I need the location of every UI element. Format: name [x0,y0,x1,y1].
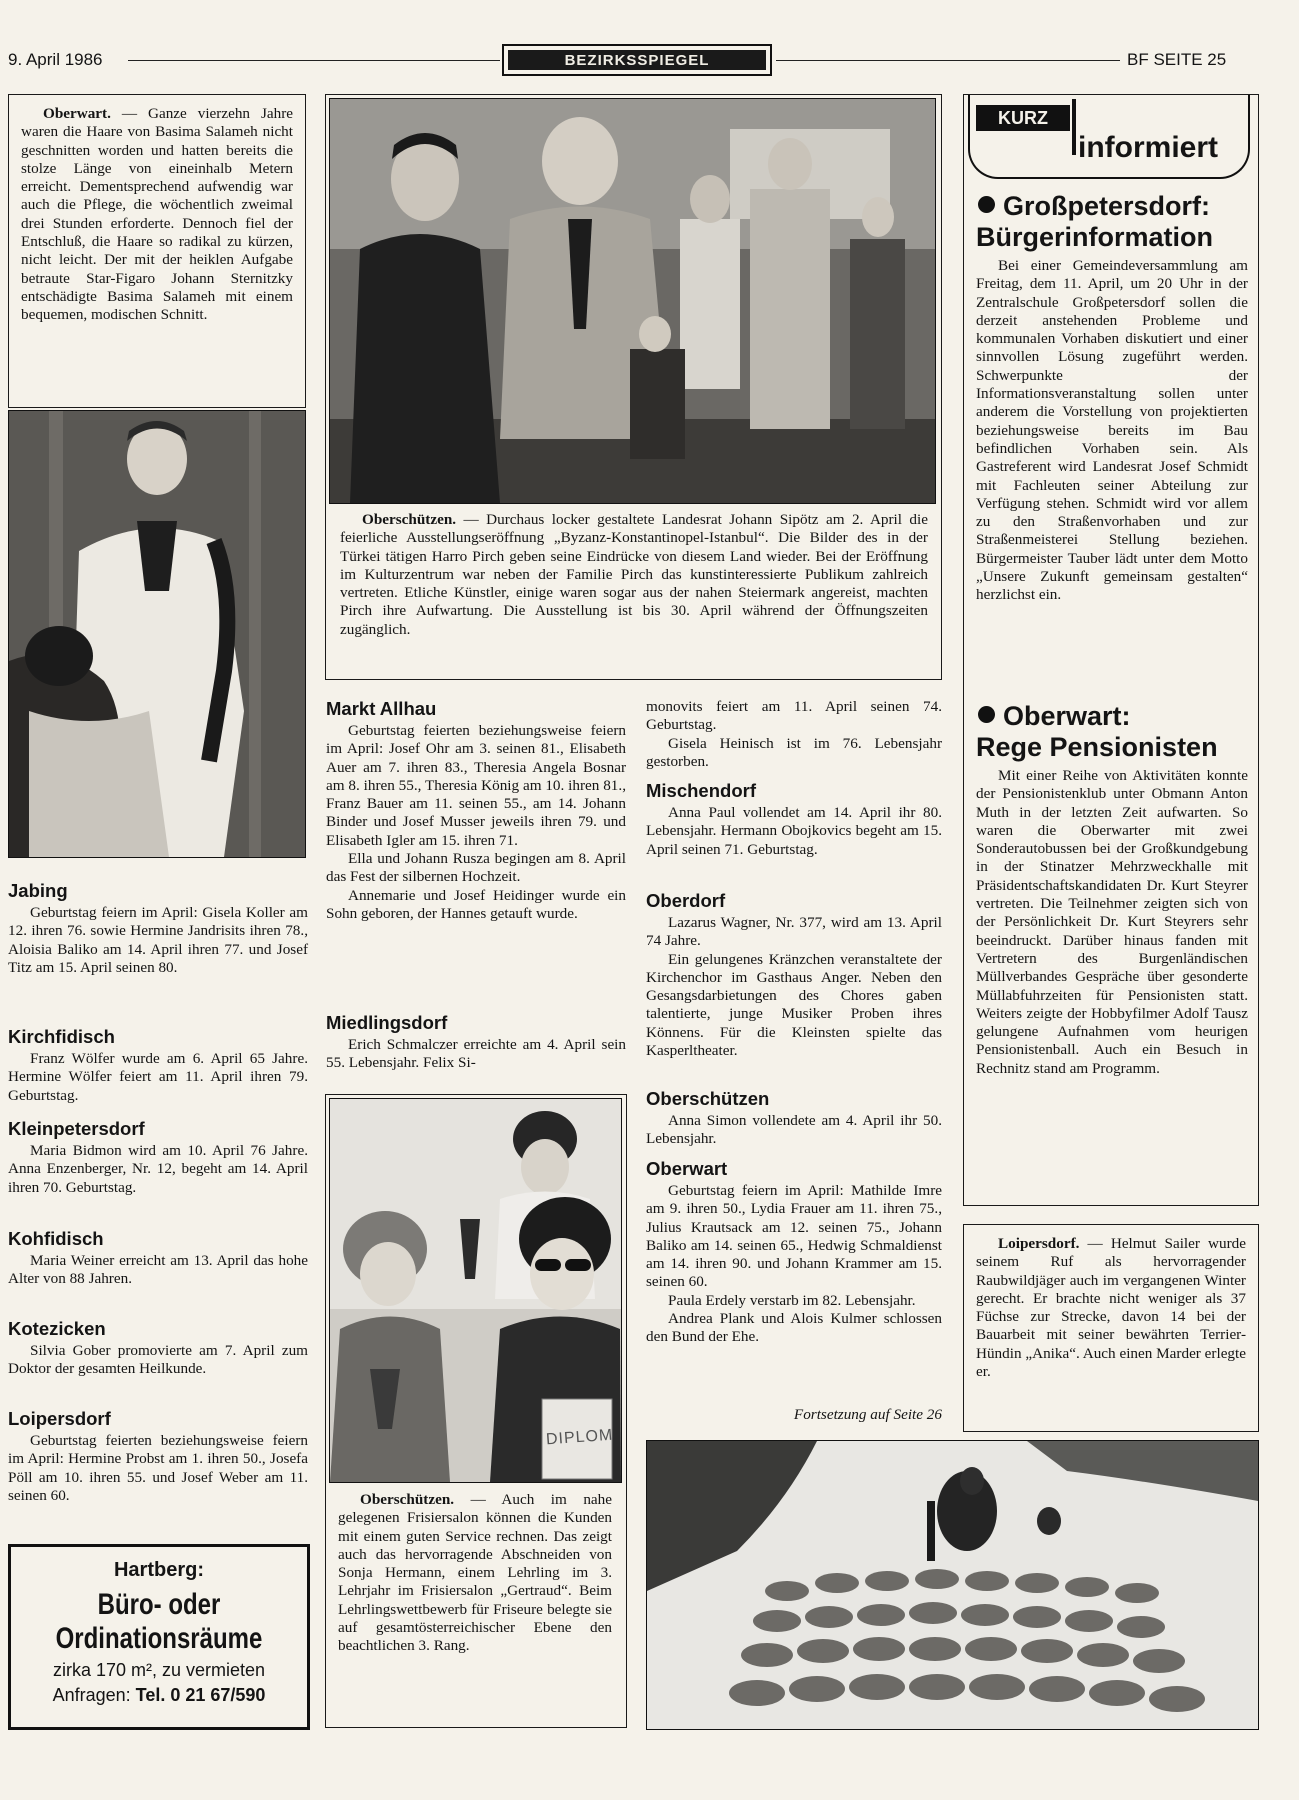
right-cont-text: monovits feiert am 11. April seinen 74. Geburtstag. Gisela Heinisch ist im 76. Lebensjahr gestorben. [646,698,942,770]
salon-photo [329,1098,622,1483]
left-heading-6: Loipersdorf [8,1408,111,1429]
salon-place: Oberschützen. [360,1491,455,1508]
left-text-3: Maria Bidmon wird am 10. April 76 Jahre. Anna Enzenberger, Nr. 12, begeht am 14. April ihren 70. Geburtstag. [8,1142,308,1196]
left-text-2: Franz Wölfer wurde am 6. April 65 Jahre. Hermine Wölfer feiert am 11. April ihren 79. Geburtstag. [8,1050,308,1104]
hunter-photo-art [647,1441,1258,1729]
kurz-item-1-title-1: Großpetersdorf: [1003,191,1211,221]
hunter-place: Loipersdorf. [998,1235,1080,1252]
kurz-item-1-title-2: Bürgerinformation [976,222,1214,252]
left-heading-1: Jabing [8,880,68,901]
hunter-photo [646,1440,1259,1730]
left-text-5: Silvia Gober promovierte am 7. April zum Doktor der gesamten Heilkunde. [8,1342,308,1378]
header-rule-right [776,60,1120,61]
bullet-icon [978,196,995,213]
kurz-item-2 [976,701,1248,1078]
ad-line2: Ordinationsräume [55,1622,263,1655]
hunter-article [963,1224,1259,1432]
exhibition-caption [340,511,928,639]
right-heading-4: Oberwart [646,1158,728,1179]
ad-contact [11,1685,307,1706]
salon-text: — Auch im nahe gelegenen Frisiersalon können die Kunden mit einem guten Service rechnen. Das zeigt auch das hervorragende Abschneiden von Sonja Hermann, einem Lehrling im 3. Lehrjahr im Frisiersalon „Gertraud“. Beim Lehrlingswettbewerb für Friseure belegte sie auf gesamtösterreichischer Ebene den beachtlichen 3. Rang. [338,1491,613,1655]
ad-town: Hartberg: [113,1559,204,1581]
salon-diploma-text: DIPLOM [545,1426,614,1449]
ad-line1: Büro- oder [97,1588,221,1621]
left-text-1: Geburtstag feiern im April: Gisela Koller am 12. ihren 76. sowie Hermine Jandrisits ihren 78., Aloisia Baliko am 14. April ihren 77. und Josef Titz am 15. April seinen 80. [8,904,308,976]
salon-article [325,1094,627,1728]
haircut-article [8,94,306,408]
kurz-header [968,95,1250,179]
salon-caption [338,1491,612,1656]
right-heading-3: Oberschützen [646,1088,770,1109]
exhibition-text: — Durchaus locker gestaltete Landesrat Johann Sipötz am 2. April die feierliche Ausstellungseröffnung „Byzanz-Konstantinopel-Istanbul“. Die Bilder des in der Türkei tätigen Harro Pirch geben seine Eindrücke von diesem Land wieder. Bei der Eröffnung im Kulturzentrum war neben der Familie Pirch das kunstinteressierte Publikum zahlreich vertreten. Etliche Künstler, einige waren sogar aus der nahen Steiermark angereist, machten Pirch ihre Aufwartung. Die Ausstellung ist bis 30. April während der Öffnungszeiten zugänglich. [340,511,928,638]
kurz-item-2-title-1: Oberwart: [1003,701,1131,731]
exhibition-photo-art [330,99,935,503]
header-date: 9. April 1986 [8,50,103,69]
hunter-text: — Helmut Sailer wurde seinem Ruf als hervorragender Raubwildjäger auch im vergangenen Winter gerecht. Er brachte nicht weniger als 37 Füchse zur Strecke, davon 14 bei der Bauarbeit mit seiner bewährten Terrier-Hündin „Anika“. Auch einen Marder erlegte er. [976,1235,1247,1381]
haircut-text: — Ganze vierzehn Jahre waren die Haare von Basima Salameh nicht geschnitten worden und hatten bereits die stolze Länge von eineinhalb Metern erreicht. Dementsprechend aufwendig war auch die Pflege, die wöchentlich zweimal drei Stunden erforderte. Dennoch fiel der Entschluß, die Haare so radikal zu kürzen, nicht leicht. Der mit der heiklen Aufgabe betraute Star-Figaro Johann Sternitzky entschädigte Basima Salameh mit einem bequemen, modischen Schnitt. [21,105,294,324]
header-rule-left [128,60,500,61]
mid-heading-2: Miedlingsdorf [326,1012,448,1033]
ad-size: zirka 170 m², zu vermieten [52,1660,266,1680]
right-text-2: Lazarus Wagner, Nr. 377, wird am 13. April 74 Jahre. Ein gelungenes Kränzchen veranstaltete der Kirchenchor im Gasthaus Anger. Neben den Gesangsdarbietungen des Chores gaben talentierte, junge Musiker Proben ihres Könnens. Für die Kleinsten spielte das Kasperltheater. [646,914,942,1060]
bullet-icon [978,706,995,723]
left-text-6: Geburtstag feierten beziehungsweise feiern im April: Hermine Probst am 1. ihren 50., Josefa Pöll am 10. ihren 55. und Josef Weber am 11. seinen 60. [8,1432,308,1504]
mid-text-2: Erich Schmalczer erreichte am 4. April sein 55. Lebensjahr. Felix Si- [326,1036,626,1072]
exhibition-photo [329,98,936,504]
mid-text-1: Geburtstag feierten beziehungsweise feiern im April: Josef Ohr am 3. seinen 81., Elisabeth Auer am 7. ihren 83., Theresia Angela Bosnar am 8. ihren 55., Theresia König am 10. ihren 81., Franz Bauer am 11. seinen 55., am 14. Johann Binder und Josef Musser jeweils ihren 79. und Elisabeth Igler am 15. ihren 71. Ella und Johann Rusza begingen am 8. April das Fest der silbernen Hochzeit. Annemarie und Josef Heidinger wurde ein Sohn geboren, der Hannes getauft wurde. [326,722,626,922]
kurz-divider [1072,99,1076,155]
right-text-4: Geburtstag feiern im April: Mathilde Imre am 9. ihren 50., Lydia Frauer am 11. ihren 75., Julius Krautsack am 12. seinen 75., Johann Baliko am 14. seinen 65., Hedwig Schmaldienst am 14. ihren 90. und Johann Krammer am 15. seinen 60. Paula Erdely verstarb im 82. Lebensjahr. Andrea Plank und Alois Kulmer schlossen den Bund der Ehe. [646,1182,942,1346]
kurz-informiert-box [963,94,1259,1206]
left-heading-2: Kirchfidisch [8,1026,115,1047]
mid-heading-1: Markt Allhau [326,698,437,719]
left-heading-3: Kleinpetersdorf [8,1118,145,1139]
haircut-photo-art [9,411,305,857]
right-heading-2: Oberdorf [646,890,726,911]
header-section-title: BEZIRKSSPIEGEL [564,52,710,69]
rental-ad [8,1544,310,1730]
haircut-place: Oberwart. [43,105,111,122]
salon-photo-art [330,1099,621,1482]
header-section-box [502,44,772,76]
kurz-title: informiert [1078,131,1219,164]
exhibition-place: Oberschützen. [362,511,457,528]
exhibition-article [325,94,942,680]
kurz-item-1 [976,191,1248,605]
haircut-photo [8,410,306,858]
right-heading-1: Mischendorf [646,780,756,801]
continuation-note: Fortsetzung auf Seite 26 [793,1406,942,1423]
right-text-3: Anna Simon vollendete am 4. April ihr 50. Lebensjahr. [646,1112,942,1148]
ad-contact-label: Anfragen: [52,1685,131,1705]
kurz-item-2-title-2: Rege Pensionisten [976,732,1218,762]
right-text-1: Anna Paul vollendet am 14. April ihr 80. Lebensjahr. Hermann Obojkovics begeht am 15. April seinen 71. Geburtstag. [646,804,942,858]
ad-contact-tel: Tel. 0 21 67/590 [135,1685,266,1705]
left-text-4: Maria Weiner erreicht am 13. April das hohe Alter von 88 Jahren. [8,1252,308,1288]
header-page: BF SEITE 25 [1127,50,1227,69]
left-heading-5: Kotezicken [8,1318,106,1339]
kurz-badge: KURZ [976,105,1070,131]
left-heading-4: Kohfidisch [8,1228,104,1249]
kurz-item-1-text: Bei einer Gemeindeversammlung am Freitag, dem 11. April, um 20 Uhr in der Zentralschule Großpetersdorf sollen die derzeit anstehenden Probleme und kommunalen Vorhaben diskutiert und einer sinnvollen Lösung zugeführt werden. Schwerpunkte der Informationsveranstaltung sollen unter anderem die Vorstellung von projektierten beziehungsweise bereits im Bau befindlichen Vorhaben sein. Als Gastreferent wird Landesrat Josef Schmidt mit Fachleuten seiner Abteilung zur Verfügung stehen. Schmidt wird vor allem zu den Straßenvorhaben und zur Straßenmeisterei Stellung beziehen. Bürgermeister Tauber lädt unter dem Motto „Unsere Zukunft gemeinsam gestalten“ herzlichst ein. [976,257,1248,604]
kurz-item-2-text: Mit einer Reihe von Aktivitäten konnte der Pensionistenklub unter Obmann Anton Muth in der letzten Zeit aufwarten. So waren die Oberwarter mit zwei Sonderautobussen bei der Großkundgebung in der Stinatzer Mehrzweckhalle mit Präsidentschaftskandidaten Dr. Kurt Steyrer vertreten. Die Teilnehmer zeigten sich von der Persönlichkeit Dr. Kurt Steyrers sehr beeindruckt. Darüber hinaus fanden mit Vertretern des Burgenländischen Müllverbandes Gespräche über gesonderte Müllabfuhrzeiten für Pensionisten statt. Weiters zeigte der Hobbyfilmer Adolf Tausz gelungene Aufnahmen vom heurigen Pensionistenball. Auch ein Besuch in Rechnitz stand am Programm. [976,767,1248,1077]
